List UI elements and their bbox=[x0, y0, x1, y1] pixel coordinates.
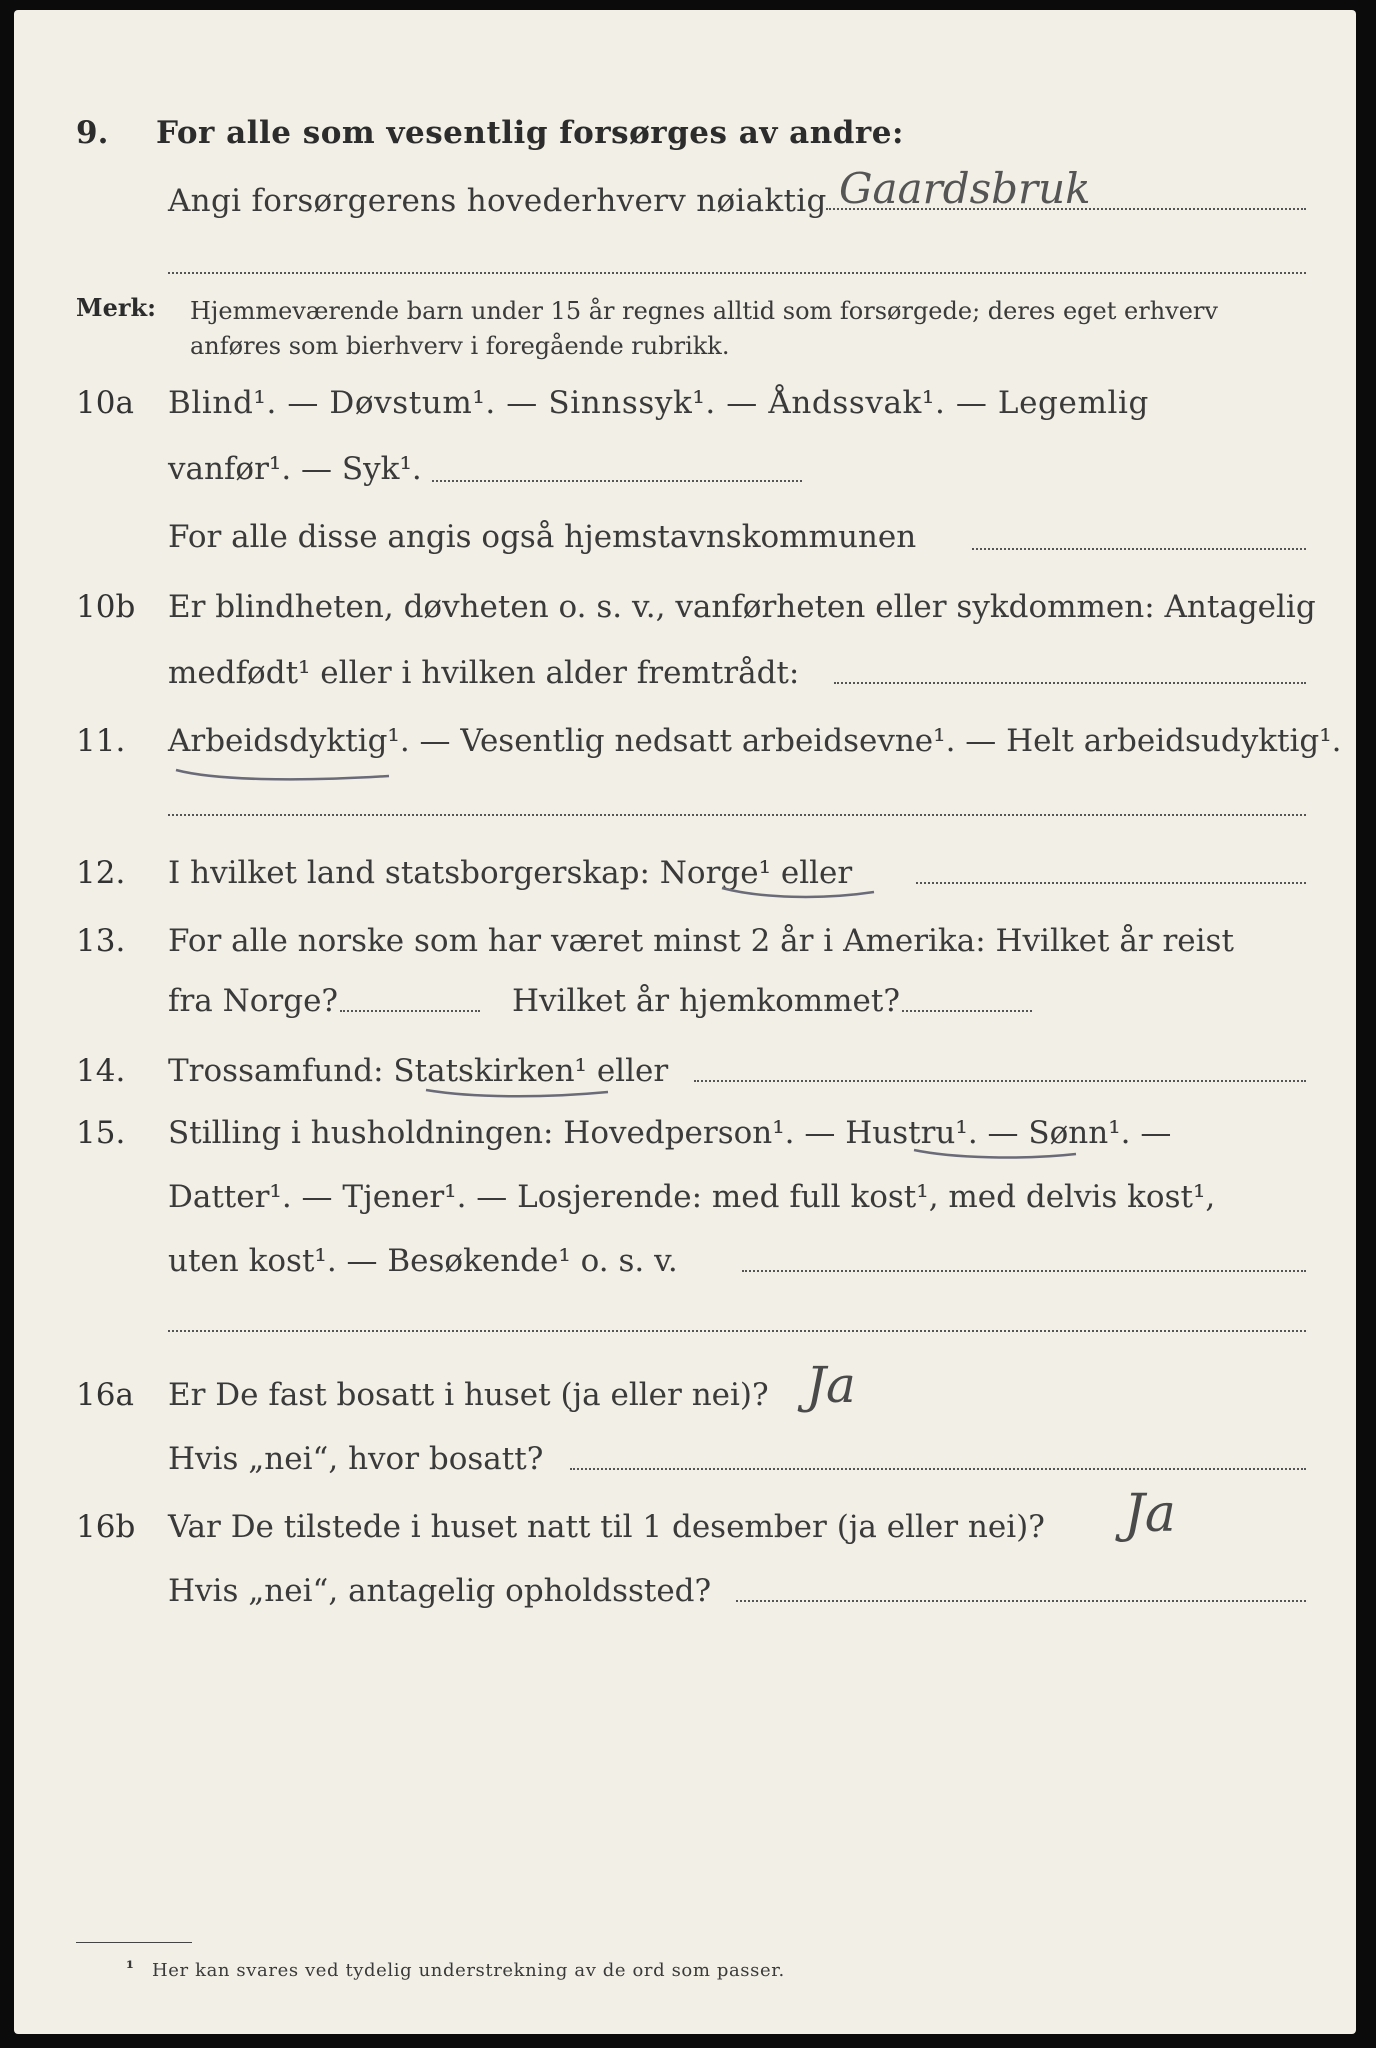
q10b-age-line[interactable] bbox=[834, 682, 1306, 684]
q9-prompt: Angi forsørgerens hovederhverv nøiaktig bbox=[168, 183, 827, 219]
census-form-page bbox=[14, 10, 1356, 2034]
q15-underline-mark bbox=[912, 1144, 1082, 1166]
q10a-line-1: Blind¹. — Døvstum¹. — Sinnssyk¹. — Åndssvak¹. — Legemlig bbox=[168, 385, 1149, 421]
q10b-number: 10b bbox=[76, 589, 136, 625]
q12-country-line[interactable] bbox=[916, 882, 1306, 884]
q11-underline-mark bbox=[174, 762, 394, 786]
q10a-sick-line[interactable] bbox=[432, 480, 802, 482]
q9-handwritten-answer: Gaardsbruk bbox=[839, 164, 1091, 213]
q13-return-line[interactable] bbox=[902, 1010, 1032, 1012]
q10a-line-2: vanfør¹. — Syk¹. bbox=[168, 451, 422, 487]
q16b-line-1: Var De tilstede i huset natt til 1 desember (ja eller nei)? bbox=[168, 1509, 1045, 1545]
merk-line-1: Hjemmeværende barn under 15 år regnes alltid som forsørgede; deres eget erhverv bbox=[190, 297, 1218, 325]
q12-line-1: I hvilket land statsborgerskap: Norge¹ eller bbox=[168, 855, 853, 891]
q12-underline-mark bbox=[720, 882, 880, 904]
q15-number: 15. bbox=[76, 1115, 126, 1151]
q10a-line-3: For alle disse angis også hjemstavnskommunen bbox=[168, 519, 917, 555]
q15-position-line[interactable] bbox=[742, 1270, 1306, 1272]
q16a-number: 16a bbox=[76, 1377, 134, 1413]
q16b-number: 16b bbox=[76, 1509, 136, 1545]
q14-underline-mark bbox=[424, 1082, 614, 1104]
q9-number: 9. bbox=[76, 115, 109, 151]
merk-label: Merk: bbox=[76, 293, 156, 322]
q14-number: 14. bbox=[76, 1053, 126, 1089]
q16b-handwritten-answer: Ja bbox=[1124, 1484, 1176, 1544]
q13-departure-line[interactable] bbox=[340, 1010, 480, 1012]
q16a-handwritten-answer: Ja bbox=[806, 1356, 856, 1414]
merk-line-2: anføres som bierhverv i foregående rubrikk. bbox=[190, 332, 730, 360]
q14-line-1: Trossamfund: Statskirken¹ eller bbox=[168, 1053, 669, 1089]
q10a-municipality-line[interactable] bbox=[972, 548, 1306, 550]
q9-extra-line[interactable] bbox=[168, 272, 1306, 274]
q12-number: 12. bbox=[76, 855, 126, 891]
q16a-residence-line[interactable] bbox=[570, 1468, 1306, 1470]
q9-title: For alle som vesentlig forsørges av andre: bbox=[156, 115, 904, 151]
q10b-line-1: Er blindheten, døvheten o. s. v., vanførheten eller sykdommen: Antagelig bbox=[168, 589, 1316, 625]
q10a-number: 10a bbox=[76, 385, 134, 421]
q16b-stay-line[interactable] bbox=[736, 1600, 1306, 1602]
q16b-line-2: Hvis „nei“, antagelig opholdssted? bbox=[168, 1573, 712, 1609]
q11-number: 11. bbox=[76, 723, 126, 759]
q14-religion-line[interactable] bbox=[694, 1080, 1306, 1082]
q13-line-1: For alle norske som har været minst 2 år i Amerika: Hvilket år reist bbox=[168, 923, 1234, 959]
footnote-rule bbox=[76, 1942, 192, 1943]
q13-line-2b: Hvilket år hjemkommet? bbox=[512, 983, 900, 1019]
q16a-line-2: Hvis „nei“, hvor bosatt? bbox=[168, 1441, 544, 1477]
q15-line-3: uten kost¹. — Besøkende¹ o. s. v. bbox=[168, 1243, 678, 1279]
q16a-line-1: Er De fast bosatt i huset (ja eller nei)? bbox=[168, 1377, 769, 1413]
q15-extra-line[interactable] bbox=[168, 1330, 1306, 1332]
q11-line-1: Arbeidsdyktig¹. — Vesentlig nedsatt arbeidsevne¹. — Helt arbeidsudyktig¹. bbox=[168, 723, 1342, 759]
footnote-text: Her kan svares ved tydelig understrekning av de ord som passer. bbox=[152, 1960, 785, 1981]
q11-extra-line[interactable] bbox=[168, 814, 1306, 816]
q15-line-2: Datter¹. — Tjener¹. — Losjerende: med full kost¹, med delvis kost¹, bbox=[168, 1179, 1216, 1215]
q10b-line-2: medfødt¹ eller i hvilken alder fremtrådt: bbox=[168, 655, 800, 691]
q13-number: 13. bbox=[76, 923, 126, 959]
q13-line-2a: fra Norge? bbox=[168, 983, 339, 1019]
footnote-mark: ¹ bbox=[126, 1958, 134, 1979]
q15-line-1: Stilling i husholdningen: Hovedperson¹. — Hustru¹. — Sønn¹. — bbox=[168, 1115, 1172, 1151]
